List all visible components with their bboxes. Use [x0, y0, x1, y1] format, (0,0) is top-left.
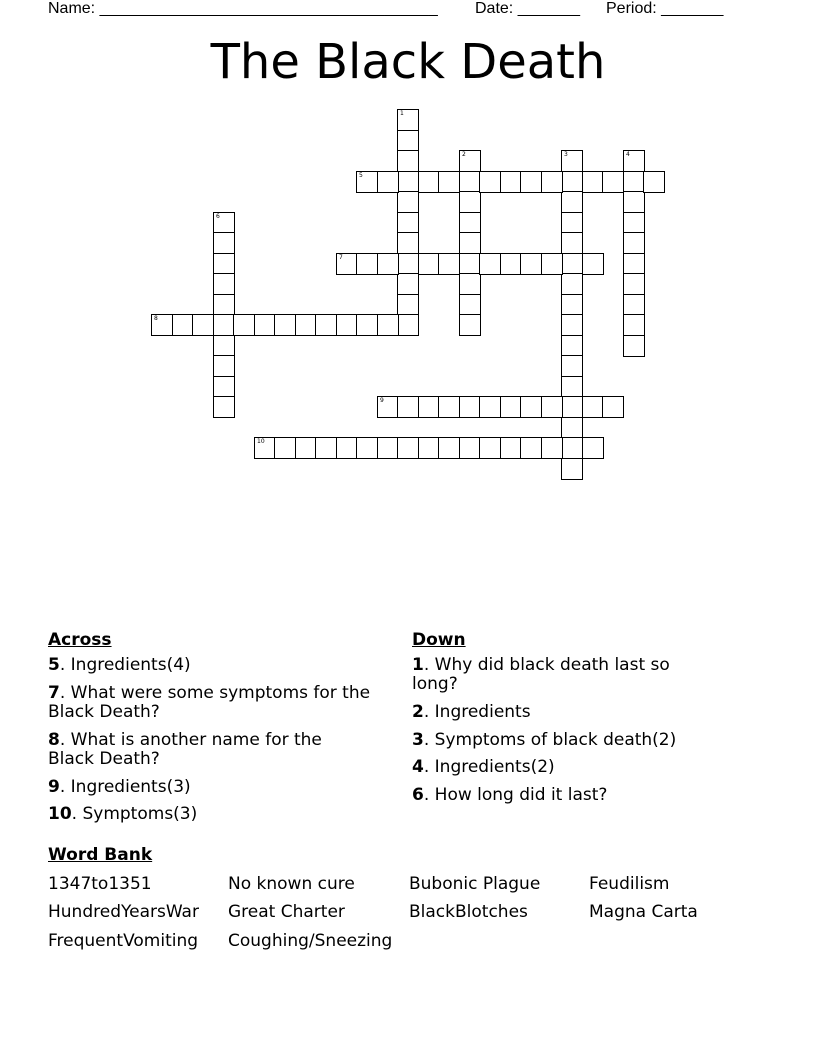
crossword-cell[interactable] [274, 437, 296, 459]
crossword-cell[interactable] [561, 355, 583, 377]
crossword-cell[interactable] [561, 171, 583, 193]
crossword-cell[interactable] [520, 253, 542, 275]
crossword-cell[interactable] [520, 437, 542, 459]
crossword-cell[interactable] [356, 171, 378, 193]
crossword-cell[interactable] [459, 273, 481, 295]
clue-number: 10 [257, 438, 265, 445]
crossword-cell[interactable] [397, 273, 419, 295]
crossword-cell[interactable] [500, 171, 522, 193]
crossword-cell[interactable] [438, 253, 460, 275]
word-bank-item: BlackBlotches [409, 902, 528, 922]
crossword-cell[interactable] [459, 253, 481, 275]
crossword-cell[interactable] [623, 171, 645, 193]
crossword-cell[interactable] [561, 273, 583, 295]
crossword-cell[interactable] [500, 253, 522, 275]
crossword-cell[interactable] [541, 437, 563, 459]
crossword-cell[interactable] [623, 253, 645, 275]
crossword-cell[interactable] [459, 314, 481, 336]
across-clue: 9. Ingredients(3) [48, 777, 191, 797]
crossword-cell[interactable] [561, 335, 583, 357]
crossword-cell[interactable] [623, 191, 645, 213]
crossword-cell[interactable] [397, 232, 419, 254]
crossword-cell[interactable] [377, 437, 399, 459]
crossword-cell[interactable] [500, 437, 522, 459]
across-clue: 5. Ingredients(4) [48, 655, 191, 675]
crossword-cell[interactable] [254, 437, 276, 459]
word-bank-item: HundredYearsWar [48, 902, 199, 922]
crossword-cell[interactable] [561, 376, 583, 398]
crossword-cell[interactable] [561, 150, 583, 172]
crossword-cell[interactable] [397, 130, 419, 152]
clue-number: 4 [626, 151, 630, 158]
clue-number: 1 [400, 110, 404, 117]
crossword-cell[interactable] [213, 232, 235, 254]
crossword-cell[interactable] [397, 171, 419, 193]
across-heading: Across [48, 630, 112, 650]
crossword-cell[interactable] [561, 232, 583, 254]
down-clue: 2. Ingredients [412, 702, 531, 722]
period-field[interactable]: Period: _______ [606, 0, 724, 17]
crossword-cell[interactable] [356, 437, 378, 459]
crossword-cell[interactable] [397, 437, 419, 459]
worksheet-header [48, 0, 748, 20]
down-clue: 4. Ingredients(2) [412, 757, 555, 777]
down-clue: 1. Why did black death last so long? [412, 655, 670, 694]
crossword-cell[interactable] [377, 314, 399, 336]
crossword-cell[interactable] [623, 212, 645, 234]
crossword-cell[interactable] [418, 253, 440, 275]
clue-number: 8 [154, 315, 158, 322]
crossword-cell[interactable] [151, 314, 173, 336]
date-field[interactable]: Date: _______ [475, 0, 580, 17]
word-bank-item: 1347to1351 [48, 874, 152, 894]
crossword-cell[interactable] [397, 396, 419, 418]
down-clue: 3. Symptoms of black death(2) [412, 730, 677, 750]
crossword-cell[interactable] [561, 417, 583, 439]
crossword-cell[interactable] [274, 314, 296, 336]
crossword-cell[interactable] [254, 314, 276, 336]
clue-number: 7 [339, 254, 343, 261]
crossword-cell[interactable] [479, 396, 501, 418]
crossword-cell[interactable] [623, 232, 645, 254]
crossword-cell[interactable] [397, 191, 419, 213]
crossword-cell[interactable] [541, 253, 563, 275]
crossword-cell[interactable] [356, 253, 378, 275]
crossword-cell[interactable] [213, 314, 235, 336]
word-bank-item: Great Charter [228, 902, 345, 922]
crossword-cell[interactable] [541, 396, 563, 418]
crossword-cell[interactable] [418, 396, 440, 418]
crossword-cell[interactable] [541, 171, 563, 193]
across-clue: 7. What were some symptoms for the Black Death? [48, 683, 371, 722]
crossword-cell[interactable] [418, 437, 440, 459]
crossword-cell[interactable] [438, 396, 460, 418]
down-heading: Down [412, 630, 466, 650]
crossword-cell[interactable] [459, 396, 481, 418]
crossword-cell[interactable] [213, 396, 235, 418]
crossword-cell[interactable] [233, 314, 255, 336]
crossword-cell[interactable] [397, 109, 419, 131]
crossword-cell[interactable] [213, 294, 235, 316]
crossword-cell[interactable] [397, 253, 419, 275]
word-bank-item: Coughing/Sneezing [228, 931, 393, 951]
crossword-cell[interactable] [213, 355, 235, 377]
crossword-cell[interactable] [561, 253, 583, 275]
crossword-cell[interactable] [336, 314, 358, 336]
crossword-cell[interactable] [479, 437, 501, 459]
crossword-cell[interactable] [520, 171, 542, 193]
clue-number: 6 [216, 213, 220, 220]
word-bank-heading: Word Bank [48, 845, 153, 865]
crossword-cell[interactable] [438, 437, 460, 459]
crossword-cell[interactable] [582, 396, 604, 418]
crossword-cell[interactable] [459, 212, 481, 234]
crossword-cell[interactable] [213, 335, 235, 357]
crossword-cell[interactable] [356, 314, 378, 336]
crossword-cell[interactable] [377, 396, 399, 418]
crossword-cell[interactable] [336, 437, 358, 459]
crossword-cell[interactable] [479, 253, 501, 275]
crossword-cell[interactable] [418, 171, 440, 193]
crossword-cell[interactable] [295, 314, 317, 336]
crossword-cell[interactable] [295, 437, 317, 459]
crossword-cell[interactable] [213, 273, 235, 295]
crossword-cell[interactable] [520, 396, 542, 418]
crossword-cell[interactable] [602, 396, 624, 418]
crossword-cell[interactable] [213, 376, 235, 398]
crossword-cell[interactable] [459, 191, 481, 213]
crossword-cell[interactable] [172, 314, 194, 336]
crossword-cell[interactable] [561, 212, 583, 234]
crossword-cell[interactable] [397, 150, 419, 172]
crossword-cell[interactable] [561, 294, 583, 316]
word-bank-item: Feudilism [589, 874, 670, 894]
word-bank-item: Bubonic Plague [409, 874, 541, 894]
crossword-cell[interactable] [561, 314, 583, 336]
crossword-cell[interactable] [459, 437, 481, 459]
crossword-cell[interactable] [561, 396, 583, 418]
crossword-cell[interactable] [479, 171, 501, 193]
clue-number: 2 [462, 151, 466, 158]
crossword-cell[interactable] [582, 253, 604, 275]
word-bank-item: No known cure [228, 874, 355, 894]
crossword-cell[interactable] [459, 150, 481, 172]
across-clue: 8. What is another name for the Black Death? [48, 730, 322, 769]
across-clue: 10. Symptoms(3) [48, 804, 198, 824]
crossword-cell[interactable] [561, 191, 583, 213]
clue-number: 5 [359, 172, 363, 179]
page-title: The Black Death [210, 34, 606, 90]
crossword-cell[interactable] [397, 212, 419, 234]
crossword-cell[interactable] [459, 171, 481, 193]
crossword-cell[interactable] [602, 171, 624, 193]
crossword-cell[interactable] [213, 253, 235, 275]
crossword-cell[interactable] [315, 437, 337, 459]
crossword-cell[interactable] [623, 335, 645, 357]
clue-number: 9 [380, 397, 384, 404]
down-clue: 6. How long did it last? [412, 785, 608, 805]
crossword-cell[interactable] [336, 253, 358, 275]
crossword-cell[interactable] [582, 171, 604, 193]
crossword-cell[interactable] [397, 314, 419, 336]
crossword-cell[interactable] [459, 294, 481, 316]
crossword-cell[interactable] [561, 437, 583, 459]
crossword-cell[interactable] [397, 294, 419, 316]
crossword-cell[interactable] [459, 232, 481, 254]
crossword-cell[interactable] [561, 458, 583, 480]
crossword-cell[interactable] [192, 314, 214, 336]
crossword-cell[interactable] [623, 273, 645, 295]
crossword-cell[interactable] [500, 396, 522, 418]
crossword-cell[interactable] [315, 314, 337, 336]
crossword-cell[interactable] [438, 171, 460, 193]
crossword-cell[interactable] [643, 171, 665, 193]
word-bank-item: FrequentVomiting [48, 931, 199, 951]
crossword-cell[interactable] [213, 212, 235, 234]
crossword-cell[interactable] [377, 253, 399, 275]
crossword-cell[interactable] [623, 314, 645, 336]
name-field[interactable]: Name: ______________________________________ [48, 0, 438, 17]
crossword-cell[interactable] [582, 437, 604, 459]
crossword-cell[interactable] [623, 294, 645, 316]
clue-number: 3 [564, 151, 568, 158]
crossword-cell[interactable] [377, 171, 399, 193]
word-bank-item: Magna Carta [589, 902, 698, 922]
crossword-cell[interactable] [623, 150, 645, 172]
